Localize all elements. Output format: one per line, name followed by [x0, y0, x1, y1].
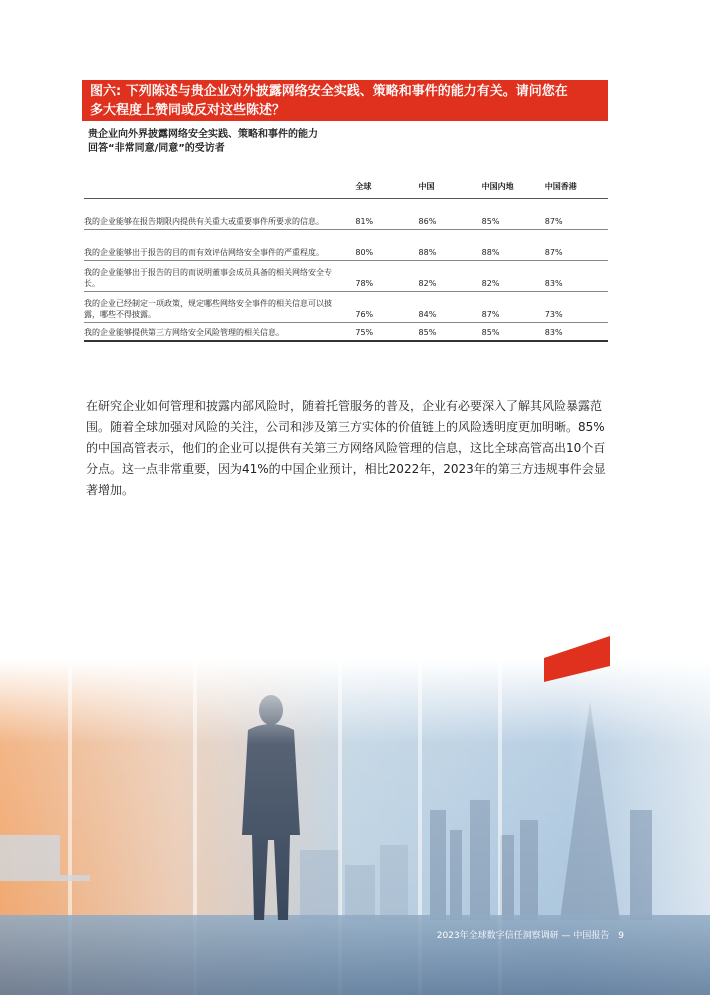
subtitle-line2: 回答“非常同意/同意”的受访者	[88, 143, 225, 154]
col-header-china: 中国	[419, 178, 482, 199]
table-subtitle	[88, 128, 488, 156]
body-paragraph: 在研究企业如何管理和披露内部风险时，随着托管服务的普及，企业有必要深入了解其风险暴露范围。随着全球加强对风险的关注，公司和涉及第三方实体的价值链上的风险透明度更加明晰。85%的中国高管表示，他们的企业可以提供有关第三方网络风险管理的信息，这比全球高管高出10个百分点。这一点非常重要，因为41%的中国企业预计，相比2022年，2023年的第三方违规事件会显著增加。	[86, 399, 606, 497]
table-row	[84, 323, 608, 342]
subtitle-line1: 贵企业向外界披露网络安全实践、策略和事件的能力	[88, 129, 318, 140]
statement-header	[84, 178, 355, 199]
red-accent-shape	[544, 636, 610, 682]
col-header-mainland: 中国内地	[482, 178, 545, 199]
value-hongkong: 87%	[545, 199, 608, 230]
office-city-photo	[0, 660, 710, 995]
value-hongkong: 87%	[545, 230, 608, 261]
value-hongkong: 83%	[545, 323, 608, 342]
table-row	[84, 292, 608, 323]
col-header-hongkong: 中国香港	[545, 178, 608, 199]
col-header-global: 全球	[355, 178, 418, 199]
survey-table	[84, 178, 608, 342]
value-mainland: 85%	[482, 199, 545, 230]
value-global: 75%	[355, 323, 418, 342]
page-footer	[431, 928, 624, 941]
table-header-row	[84, 178, 608, 199]
value-global: 76%	[355, 292, 418, 323]
value-china: 84%	[419, 292, 482, 323]
value-global: 78%	[355, 261, 418, 292]
page-number: 9	[618, 931, 624, 941]
table-row	[84, 199, 608, 230]
footer-text: 2023年全球数字信任洞察调研 — 中国报告	[436, 931, 610, 941]
row-statement: 我的企业已经制定一项政策，规定哪些网络安全事件的相关信息可以披露，哪些不得披露。	[84, 292, 355, 323]
value-mainland: 87%	[482, 292, 545, 323]
value-mainland: 85%	[482, 323, 545, 342]
figure-title-line2: 多大程度上赞同或反对这些陈述？	[90, 103, 286, 118]
value-china: 88%	[419, 230, 482, 261]
value-global: 81%	[355, 199, 418, 230]
value-mainland: 82%	[482, 261, 545, 292]
figure-title-banner	[82, 80, 608, 121]
row-statement: 我的企业能够出于报告的目的而有效评估网络安全事件的严重程度。	[84, 230, 355, 261]
value-china: 85%	[419, 323, 482, 342]
figure-title-line1: 图六: 下列陈述与贵企业对外披露网络安全实践、策略和事件的能力有关。请问您在	[90, 84, 568, 99]
table-row	[84, 230, 608, 261]
row-statement: 我的企业能够提供第三方网络安全风险管理的相关信息。	[84, 323, 355, 342]
row-statement: 我的企业能够在报告期限内提供有关重大或重要事件所要求的信息。	[84, 199, 355, 230]
value-hongkong: 73%	[545, 292, 608, 323]
table-row	[84, 261, 608, 292]
value-global: 80%	[355, 230, 418, 261]
row-statement: 我的企业能够出于报告的目的而说明董事会成员具备的相关网络安全专长。	[84, 261, 355, 292]
value-mainland: 88%	[482, 230, 545, 261]
value-hongkong: 83%	[545, 261, 608, 292]
value-china: 82%	[419, 261, 482, 292]
value-china: 86%	[419, 199, 482, 230]
